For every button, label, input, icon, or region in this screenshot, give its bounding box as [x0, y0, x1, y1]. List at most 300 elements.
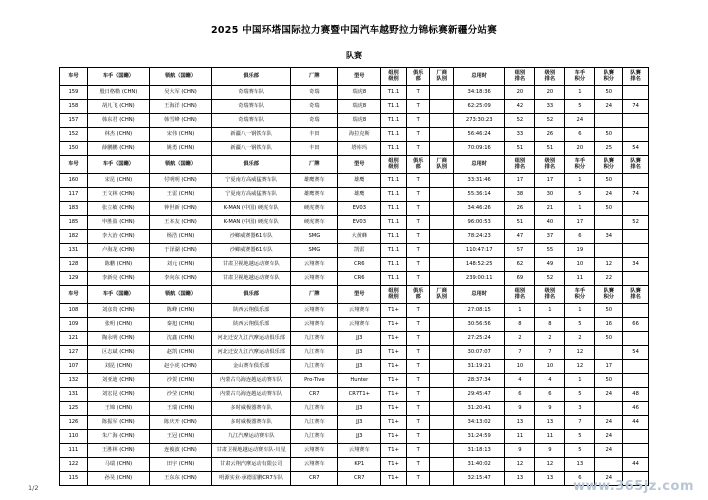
table-cell: 20 — [565, 142, 595, 156]
table-cell — [595, 216, 623, 230]
table-row — [60, 188, 649, 202]
column-header: 总用时 — [454, 286, 505, 304]
table-cell: T — [406, 388, 430, 402]
table-cell — [595, 346, 623, 360]
table-row — [60, 142, 649, 156]
table-cell: 52 — [623, 216, 649, 230]
table-cell: 5 — [565, 100, 595, 114]
table-cell: 13 — [535, 472, 565, 486]
table-cell: T — [406, 430, 430, 444]
table-cell: 62 — [505, 258, 535, 272]
column-header: 队赛 积分 — [595, 68, 623, 86]
table-cell — [623, 430, 649, 444]
table-cell: 44 — [623, 416, 649, 430]
table-cell: 钟世新 (CHN) — [149, 202, 211, 216]
table-row — [60, 360, 649, 374]
table-cell: 马瑞 (CHN) — [87, 458, 149, 472]
table-cell: 区志斌 (CHN) — [87, 346, 149, 360]
table-cell: 12 — [595, 258, 623, 272]
table-cell — [623, 202, 649, 216]
column-header: 总用时 — [454, 68, 505, 86]
table-cell: 11 — [565, 272, 595, 286]
table-cell: K-MAN (中国) 硬虎车队 — [212, 216, 291, 230]
table-row — [60, 244, 649, 258]
column-header: 厂牌 — [291, 286, 338, 304]
table-cell — [430, 230, 454, 244]
table-cell — [430, 444, 454, 458]
table-cell: T1+ — [381, 472, 407, 486]
column-header: 级别 排名 — [535, 286, 565, 304]
table-cell: 7 — [565, 416, 595, 430]
table-cell: 239:00:11 — [454, 272, 505, 286]
table-cell: 62:25:09 — [454, 100, 505, 114]
table-cell: 38 — [505, 188, 535, 202]
table-cell — [430, 216, 454, 230]
table-cell: T — [406, 188, 430, 202]
table-cell: 24 — [595, 430, 623, 444]
table-cell: 1 — [565, 174, 595, 188]
table-cell: 12 — [535, 458, 565, 472]
table-cell: 付明明 (CHN) — [149, 174, 211, 188]
column-header: 领航（国籍） — [149, 156, 211, 174]
table-cell: 孙昊 (CHN) — [87, 472, 149, 486]
table-cell: 王文林 (CHN) — [87, 188, 149, 202]
table-cell: 云翔赛车 — [338, 318, 381, 332]
table-cell — [623, 304, 649, 318]
table-cell: 雄鹰赛车 — [291, 174, 338, 188]
table-cell: 121 — [60, 332, 88, 346]
table-cell: 刘彦贵 (CHN) — [87, 304, 149, 318]
table-cell: T1.1 — [381, 216, 407, 230]
table-cell: 丰田 — [291, 142, 338, 156]
page-title: 2025 中国环塔国际拉力赛暨中国汽车越野拉力锦标赛新疆分站赛 — [210, 25, 498, 36]
table-cell: 22 — [595, 272, 623, 286]
table-cell: 48 — [623, 388, 649, 402]
table-cell: 30:07:07 — [454, 346, 505, 360]
table-cell: 52 — [535, 114, 565, 128]
table-cell: 52 — [535, 272, 565, 286]
table-cell: JJ3 — [338, 430, 381, 444]
table-cell — [430, 174, 454, 188]
table-row — [60, 100, 649, 114]
table-cell: T1+ — [381, 374, 407, 388]
table-cell: 瑞虎8 — [338, 86, 381, 100]
table-cell: 17 — [535, 174, 565, 188]
table-header-row — [60, 156, 649, 174]
table-cell — [430, 416, 454, 430]
table-cell: 5 — [565, 188, 595, 202]
table-cell: T — [406, 230, 430, 244]
table-cell: 赵小虎 (CHN) — [149, 360, 211, 374]
column-header: 队赛 排名 — [623, 156, 649, 174]
table-cell: CR6 — [338, 272, 381, 286]
table-row — [60, 374, 649, 388]
column-header: 厂商 队别 — [430, 156, 454, 174]
table-cell: 24 — [565, 114, 595, 128]
table-cell: T1+ — [381, 416, 407, 430]
table-cell — [430, 114, 454, 128]
table-cell: 申胜盈 (CHN) — [87, 216, 149, 230]
table-cell: 50 — [595, 374, 623, 388]
table-cell: 182 — [60, 230, 88, 244]
table-cell: T — [406, 402, 430, 416]
table-cell: 田宇 (CHN) — [149, 458, 211, 472]
table-cell: JJ3 — [338, 416, 381, 430]
table-cell: 131 — [60, 244, 88, 258]
table-cell: T — [406, 142, 430, 156]
table-cell: T1.1 — [381, 244, 407, 258]
table-cell — [430, 318, 454, 332]
table-cell: 赵凯 (CHN) — [149, 346, 211, 360]
table-cell: 10 — [565, 258, 595, 272]
table-cell: T1.1 — [381, 202, 407, 216]
table-cell: 陈振军 (CHN) — [87, 416, 149, 430]
table-cell: 塔库玛 — [338, 142, 381, 156]
table-row — [60, 332, 649, 346]
table-row — [60, 272, 649, 286]
table-cell: 王本友 (CHN) — [149, 216, 211, 230]
column-header: 组别 排名 — [505, 156, 535, 174]
table-cell — [623, 244, 649, 258]
table-cell: 50 — [595, 86, 623, 100]
table-cell: 殷日格勒 (CHN) — [87, 86, 149, 100]
table-cell: 34:18:36 — [454, 86, 505, 100]
table-cell: 9 — [505, 444, 535, 458]
table-cell: T1.1 — [381, 142, 407, 156]
table-cell: 九江赛车 — [291, 332, 338, 346]
table-row — [60, 304, 649, 318]
table-cell: 126 — [60, 416, 88, 430]
table-cell: 12 — [505, 458, 535, 472]
table-cell: 李新亮 (CHN) — [87, 272, 149, 286]
table-cell: 20 — [505, 86, 535, 100]
table-row — [60, 318, 649, 332]
column-header: 总用时 — [454, 156, 505, 174]
column-header: 厂商 队别 — [430, 286, 454, 304]
table-cell — [623, 230, 649, 244]
table-cell: CR7 — [291, 472, 338, 486]
table-cell: 20 — [535, 86, 565, 100]
table-cell: 12 — [565, 346, 595, 360]
table-row — [60, 402, 649, 416]
column-header: 领航（国籍） — [149, 68, 211, 86]
table-cell: 雄鹰 — [338, 174, 381, 188]
table-cell — [623, 272, 649, 286]
column-header: 车手（国籍） — [87, 286, 149, 304]
table-cell: 硬虎赛车 — [291, 216, 338, 230]
table-cell: 王瑞 (CHN) — [149, 402, 211, 416]
table-cell: 韩雪峰 (CHN) — [149, 114, 211, 128]
table-cell: 13 — [505, 472, 535, 486]
table-cell: 王胜林 (CHN) — [87, 444, 149, 458]
table-cell: 24 — [595, 444, 623, 458]
table-cell: 32:15:47 — [454, 472, 505, 486]
table-cell — [623, 444, 649, 458]
table-row — [60, 346, 649, 360]
table-row — [60, 202, 649, 216]
table-cell: 115 — [60, 472, 88, 486]
table-cell: 奇瑞赛车队 — [212, 100, 291, 114]
table-cell: T1+ — [381, 458, 407, 472]
table-cell: 70:09:16 — [454, 142, 505, 156]
table-cell: T1.1 — [381, 128, 407, 142]
column-header: 组别 排名 — [505, 68, 535, 86]
table-cell: 9 — [535, 402, 565, 416]
table-cell — [430, 402, 454, 416]
results-table-body — [60, 68, 649, 486]
table-cell: 多时威极器赛车队 — [212, 402, 291, 416]
column-header: 俱乐部 — [212, 286, 291, 304]
table-cell: 17 — [565, 216, 595, 230]
table-cell: 云翔赛车 — [291, 318, 338, 332]
table-cell: 李向东 (CHN) — [149, 272, 211, 286]
table-cell: 甘肃卫视地越运动赛车队 — [212, 258, 291, 272]
table-cell: 5 — [565, 444, 595, 458]
table-cell: 王锦 (CHN) — [87, 402, 149, 416]
table-cell: CR6 — [338, 258, 381, 272]
table-cell: T1+ — [381, 304, 407, 318]
table-cell: 明源实业·承德雷鹏CR7车队 — [212, 472, 291, 486]
table-cell: JJ3 — [338, 360, 381, 374]
table-cell: 33 — [505, 128, 535, 142]
table-cell: T — [406, 360, 430, 374]
table-cell: 157 — [60, 114, 88, 128]
table-cell: 21 — [535, 202, 565, 216]
table-cell: 新疆八一钢铁车队 — [212, 128, 291, 142]
table-cell: 沙鄉威赛器61车队 — [212, 230, 291, 244]
table-cell: 张立敏 (CHN) — [87, 202, 149, 216]
table-row — [60, 174, 649, 188]
table-cell: 50 — [595, 128, 623, 142]
column-header: 队赛 积分 — [595, 156, 623, 174]
table-cell: 卢海龙 (CHN) — [87, 244, 149, 258]
table-cell: 陈鹏 (CHN) — [87, 258, 149, 272]
table-cell: 海拉克斯 — [338, 128, 381, 142]
column-header: 俱乐部 — [212, 68, 291, 86]
table-cell: 云翔赛车 — [291, 458, 338, 472]
table-cell: 陶永明 (CHN) — [87, 332, 149, 346]
table-cell: T1.1 — [381, 258, 407, 272]
column-header: 厂牌 — [291, 156, 338, 174]
column-header: 队赛 排名 — [623, 286, 649, 304]
table-cell: 1 — [565, 374, 595, 388]
table-cell: T — [406, 332, 430, 346]
table-cell — [430, 346, 454, 360]
table-cell: 273:30:23 — [454, 114, 505, 128]
table-cell: 34 — [623, 258, 649, 272]
table-cell — [623, 114, 649, 128]
table-cell: 张明 (CHN) — [87, 318, 149, 332]
table-cell: 九江赛车 — [291, 416, 338, 430]
table-cell: 金山赛车俱乐部 — [212, 360, 291, 374]
column-header: 车手 积分 — [565, 156, 595, 174]
column-header: 车手 积分 — [565, 286, 595, 304]
table-header-row — [60, 68, 649, 86]
table-cell: SMG — [291, 230, 338, 244]
table-cell: 28:37:34 — [454, 374, 505, 388]
table-cell — [595, 114, 623, 128]
column-header: 组别 级别 — [381, 286, 407, 304]
table-cell: 甘肃卫视地越运动赛车队-川星 — [212, 444, 291, 458]
table-cell: 雄鹰 — [338, 188, 381, 202]
table-cell: 云翔赛车 — [338, 444, 381, 458]
table-cell: 王雷 (CHN) — [149, 188, 211, 202]
table-cell: T — [406, 202, 430, 216]
table-cell: 159 — [60, 86, 88, 100]
table-cell: 51 — [505, 142, 535, 156]
table-cell: 云翔赛车 — [291, 272, 338, 286]
table-cell: 66 — [623, 318, 649, 332]
table-cell: 34:46:26 — [454, 202, 505, 216]
table-cell: T — [406, 114, 430, 128]
table-cell: 林杰 (CHN) — [87, 128, 149, 142]
table-cell: 沈鑫 (CHN) — [149, 332, 211, 346]
table-cell: 李大治 (CHN) — [87, 230, 149, 244]
table-cell: 131 — [60, 388, 88, 402]
table-cell: 127 — [60, 346, 88, 360]
table-cell: 31:40:02 — [454, 458, 505, 472]
table-cell: 宁夏南方高威猛赛车队 — [212, 188, 291, 202]
table-cell: 16 — [595, 318, 623, 332]
table-cell: 宁夏南方高威猛赛车队 — [212, 174, 291, 188]
column-header: 车手（国籍） — [87, 68, 149, 86]
table-cell — [430, 244, 454, 258]
table-cell — [595, 244, 623, 258]
table-cell: T — [406, 244, 430, 258]
column-header: 车号 — [60, 68, 88, 86]
table-cell: 于泽湖 (CHN) — [149, 244, 211, 258]
table-cell: T1+ — [381, 318, 407, 332]
table-cell: 50 — [595, 202, 623, 216]
table-cell: 7 — [505, 346, 535, 360]
table-cell: 6 — [565, 128, 595, 142]
column-header: 俱乐 部 — [406, 286, 430, 304]
table-cell: 29:45:47 — [454, 388, 505, 402]
watermark: www.365jz.com — [573, 479, 694, 494]
table-cell: T1+ — [381, 402, 407, 416]
table-cell — [595, 402, 623, 416]
table-cell: 46 — [623, 402, 649, 416]
table-cell: 8 — [505, 318, 535, 332]
table-cell: 九江赛车 — [291, 402, 338, 416]
table-cell: 55:36:14 — [454, 188, 505, 202]
table-cell: 150 — [60, 142, 88, 156]
table-cell: 30:56:56 — [454, 318, 505, 332]
table-cell: 瑞虎8 — [338, 114, 381, 128]
table-cell: 1 — [565, 86, 595, 100]
table-cell: 110:47:17 — [454, 244, 505, 258]
table-cell: 47 — [505, 230, 535, 244]
table-cell — [430, 430, 454, 444]
table-cell: 9 — [505, 402, 535, 416]
table-cell: 河北迁安九江汽摩运动俱乐部 — [212, 332, 291, 346]
table-cell: 50 — [595, 304, 623, 318]
table-cell: 24 — [595, 388, 623, 402]
table-cell: 54 — [623, 346, 649, 360]
table-cell: 1 — [565, 304, 595, 318]
table-cell: 160 — [60, 174, 88, 188]
table-cell: T — [406, 304, 430, 318]
table-cell: 13 — [565, 458, 595, 472]
table-cell: 9 — [535, 444, 565, 458]
page-number: 1/2 — [28, 484, 39, 492]
table-cell: 51 — [535, 142, 565, 156]
table-cell: 6 — [565, 230, 595, 244]
table-cell: 刘亚迪 (CHN) — [87, 374, 149, 388]
table-cell: KP1 — [338, 458, 381, 472]
table-cell: 42 — [505, 100, 535, 114]
table-cell: 10 — [535, 360, 565, 374]
table-cell: 107 — [60, 360, 88, 374]
table-cell: 8 — [535, 318, 565, 332]
table-row — [60, 128, 649, 142]
table-cell: 6 — [505, 388, 535, 402]
table-cell: 瑞虎8 — [338, 100, 381, 114]
table-cell: 44 — [623, 458, 649, 472]
table-cell: T1.1 — [381, 230, 407, 244]
table-cell: 24 — [595, 416, 623, 430]
table-cell: 158 — [60, 100, 88, 114]
table-cell: 27:08:15 — [454, 304, 505, 318]
table-cell: 108 — [60, 304, 88, 318]
table-cell: 奇瑞 — [291, 86, 338, 100]
table-cell: 7 — [535, 346, 565, 360]
table-cell: 薛鹏鹏 (CHN) — [87, 142, 149, 156]
table-cell: CR7T1+ — [338, 388, 381, 402]
table-cell: 刘元 (CHN) — [149, 258, 211, 272]
table-cell: T1+ — [381, 444, 407, 458]
table-cell: T — [406, 216, 430, 230]
table-cell: 185 — [60, 216, 88, 230]
table-cell: 宋昆 (CHN) — [87, 174, 149, 188]
table-cell: T1.1 — [381, 174, 407, 188]
table-cell: 17 — [505, 174, 535, 188]
table-cell — [430, 142, 454, 156]
table-cell: 11 — [535, 430, 565, 444]
column-header: 车手（国籍） — [87, 156, 149, 174]
column-header: 组别 排名 — [505, 286, 535, 304]
column-header: 型号 — [338, 286, 381, 304]
table-cell: 丰田 — [291, 128, 338, 142]
table-cell: 117 — [60, 188, 88, 202]
table-row — [60, 86, 649, 100]
table-cell: 王东东 (CHN) — [149, 472, 211, 486]
table-cell: 1 — [535, 304, 565, 318]
table-cell: 57 — [505, 244, 535, 258]
table-cell: 陕西云翔俱乐部 — [212, 318, 291, 332]
table-cell: 2 — [565, 332, 595, 346]
column-header: 级别 排名 — [535, 156, 565, 174]
table-cell: 11 — [505, 430, 535, 444]
table-cell: 刘宏昆 (CHN) — [87, 388, 149, 402]
table-cell: 九江赛车 — [291, 430, 338, 444]
table-cell: 31:18:13 — [454, 444, 505, 458]
table-cell: 甘肃卫视地越运动赛车队 — [212, 272, 291, 286]
section-label: 队赛 — [346, 51, 362, 60]
table-row — [60, 230, 649, 244]
table-cell: 122 — [60, 458, 88, 472]
column-header: 型号 — [338, 68, 381, 86]
table-cell: 12 — [565, 360, 595, 374]
table-cell: 26 — [505, 202, 535, 216]
column-header: 组别 级别 — [381, 156, 407, 174]
table-cell: 3 — [565, 402, 595, 416]
table-cell: 姚勇 (CHN) — [149, 142, 211, 156]
table-cell: K-MAN (中国) 硬虎车队 — [212, 202, 291, 216]
table-cell: T1.1 — [381, 86, 407, 100]
table-cell: 19 — [565, 244, 595, 258]
table-cell: T1+ — [381, 388, 407, 402]
